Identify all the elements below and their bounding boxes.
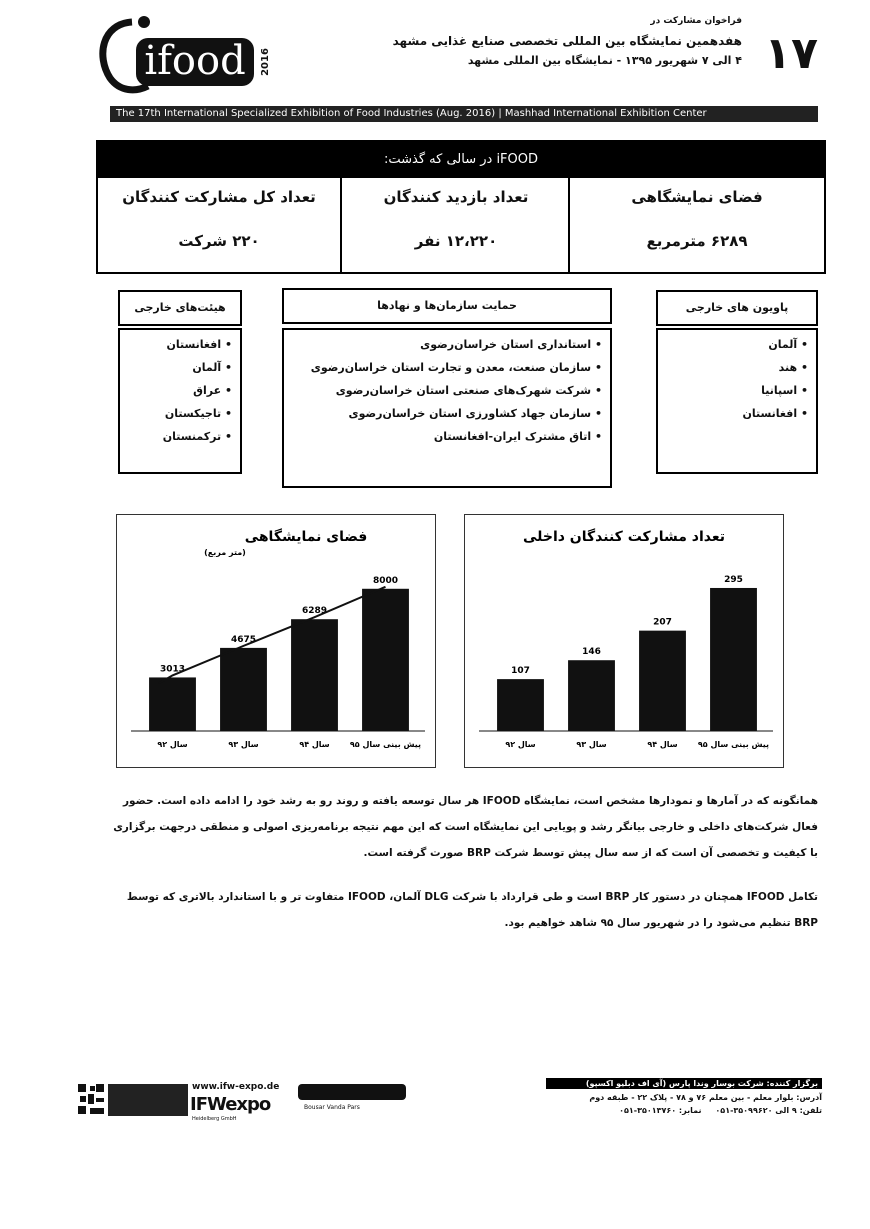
delegations-title: هیئت‌های خارجی bbox=[118, 290, 242, 326]
chart-bar bbox=[291, 619, 338, 731]
phone-line: تلفن: ۹ الی ۳۵۰۹۹۶۲۰-۰۵۱ bbox=[715, 1106, 822, 1115]
chart-subtitle: (متر مربع) bbox=[204, 548, 246, 557]
list-item: • افغانستان bbox=[124, 338, 232, 351]
list-item: • سازمان جهاد کشاورزی استان خراسان‌رضوی bbox=[288, 407, 602, 420]
chart-exhibition-space bbox=[116, 514, 436, 768]
support-title: حمایت سازمان‌ها و نهادها bbox=[282, 288, 612, 324]
chart-data-label: 107 bbox=[511, 666, 530, 677]
chart-category-label: پیش بینی سال ۹۵ bbox=[349, 740, 422, 749]
delegations-list bbox=[118, 328, 242, 474]
list-item: • استانداری استان خراسان‌رضوی bbox=[288, 338, 602, 351]
list-item: • آلمان bbox=[124, 361, 232, 374]
chart-category-label: پیش بینی سال ۹۵ bbox=[697, 740, 770, 749]
chart-category-label: سال ۹۴ bbox=[647, 740, 678, 749]
list-item: • تاجیکستان bbox=[124, 407, 232, 420]
partner-logo-block bbox=[108, 1084, 188, 1116]
chart-data-label: 3013 bbox=[159, 664, 186, 675]
stat-exhibition-space bbox=[568, 178, 824, 272]
list-item: • عراق bbox=[124, 384, 232, 397]
paragraph-growth: همانگونه که در آمارها و نمودارها مشخص است، نمایشگاه IFOOD هر سال توسعه یافته و روند رو به رشد خود را ادامه داده است. حضور فعال شرکت‌های داخلی و خارجی بیانگر رشد و پویایی این نمایشگاه است که این مهم نتیجه برنامه‌ریزی اصولی و منطقی درجهت برگزاری با کیفیت و تخصصی آن است که از سه سال پیش توسط شرکت BRP صورت گرفته است. bbox=[113, 795, 818, 859]
chart-data-label: 295 bbox=[724, 574, 743, 585]
list-item: • شرکت شهرک‌های صنعتی استان خراسان‌رضوی bbox=[288, 384, 602, 397]
stat-value: ۲۲۰ شرکت bbox=[178, 232, 260, 250]
domestic-participants-bar-chart bbox=[465, 515, 783, 767]
list-item: • هند bbox=[662, 361, 808, 374]
list-item: • اسپانیا bbox=[662, 384, 808, 397]
chart-domestic-participants bbox=[464, 514, 784, 768]
stats-table bbox=[96, 140, 826, 274]
chart-title: فضای نمایشگاهی bbox=[244, 529, 368, 545]
chart-category-label: سال ۹۳ bbox=[576, 740, 607, 749]
ifood-logo bbox=[92, 12, 282, 94]
footer-logos bbox=[78, 1078, 408, 1124]
list-item: • آلمان bbox=[662, 338, 808, 351]
list-item: • افغانستان bbox=[662, 407, 808, 420]
stat-participants bbox=[98, 178, 340, 272]
chart-data-label: 8000 bbox=[372, 575, 399, 586]
chart-category-label: سال ۹۴ bbox=[299, 740, 330, 749]
chart-title: تعداد مشارکت کنندگان داخلی bbox=[522, 529, 726, 545]
list-item: • اتاق مشترک ایران-افغانستان bbox=[288, 430, 602, 443]
support-list bbox=[282, 328, 612, 488]
page-number: ۱۷ bbox=[764, 28, 818, 79]
organizer-bar: برگزار کننده: شرکت بوسار وندا پارس (آی اف دبلیو اکسپو) bbox=[546, 1078, 822, 1089]
ifwexpo-sub: Heidelberg GmbH bbox=[192, 1116, 237, 1122]
header-date: ۴ الی ۷ شهریور ۱۳۹۵ - نمایشگاه بین المللی مشهد bbox=[467, 54, 742, 67]
chart-data-label: 4675 bbox=[230, 634, 257, 645]
chart-data-label: 207 bbox=[653, 617, 672, 628]
ifwexpo-logo: IFWexpo bbox=[190, 1094, 271, 1115]
bousar-logo-block bbox=[298, 1084, 406, 1100]
chart-bar bbox=[362, 589, 409, 731]
chart-category-label: سال ۹۳ bbox=[228, 740, 259, 749]
website-link[interactable]: www.ifw-expo.de bbox=[192, 1082, 280, 1092]
stat-label: تعداد کل مشارکت کنندگان bbox=[122, 188, 316, 206]
pavilions-list bbox=[656, 328, 818, 474]
logo-wordmark: ifood bbox=[144, 38, 246, 84]
chart-data-label: 146 bbox=[582, 647, 601, 658]
chart-data-label: 6289 bbox=[301, 606, 328, 617]
footer-contact bbox=[546, 1078, 822, 1115]
chart-bar bbox=[220, 648, 267, 731]
list-item: • سازمان صنعت، معدن و تجارت استان خراسان‌رضوی bbox=[288, 361, 602, 374]
pavilions-title: پاویون های خارجی bbox=[656, 290, 818, 326]
qr-code-icon bbox=[78, 1084, 104, 1116]
chart-bar bbox=[639, 631, 686, 731]
stat-value: ۶۲۸۹ مترمربع bbox=[646, 232, 748, 250]
header-kicker: فراخوان مشارکت در bbox=[650, 16, 742, 26]
list-item: • ترکمنستان bbox=[124, 430, 232, 443]
stat-label: فضای نمایشگاهی bbox=[631, 188, 763, 206]
chart-bar bbox=[497, 679, 544, 731]
logo-year: 2016 bbox=[260, 48, 271, 76]
stats-heading: iFOOD در سالی که گذشت: bbox=[98, 142, 824, 178]
chart-bar bbox=[149, 677, 196, 731]
chart-category-label: سال ۹۲ bbox=[505, 740, 536, 749]
exhibition-space-bar-chart bbox=[117, 515, 435, 767]
chart-bar bbox=[710, 588, 757, 731]
address-line: آدرس: بلوار معلم - بین معلم ۷۶ و ۷۸ - پلاک ۲۲ - طبقه دوم bbox=[589, 1093, 822, 1102]
stat-value: ۱۲،۲۲۰ نفر bbox=[414, 232, 498, 250]
chart-bar bbox=[568, 660, 615, 731]
paragraph-dlg: تکامل IFOOD همچنان در دستور کار BRP است و طی قرارداد با شرکت DLG آلمان، IFOOD متفاوت تر و با استاندارد بالاتری که توسط BRP تنظیم می‌شود را در شهریور سال ۹۵ شاهد خواهیم بود. bbox=[126, 891, 818, 929]
stat-label: تعداد بازدید کنندگان bbox=[383, 188, 529, 206]
header-banner: The 17th International Specialized Exhibition of Food Industries (Aug. 2016) | Mashhad International Exhibition Center bbox=[110, 106, 818, 122]
bousar-logo-text: Bousar Vanda Pars bbox=[304, 1104, 360, 1111]
fax-line: نمابر: ۳۵۰۱۳۷۶۰-۰۵۱ bbox=[619, 1106, 702, 1115]
stat-visitors bbox=[340, 178, 570, 272]
header-title: هفدهمین نمایشگاه بین المللی تخصصی صنایع غذایی مشهد bbox=[392, 34, 742, 48]
chart-category-label: سال ۹۲ bbox=[157, 740, 188, 749]
chart-trendline bbox=[159, 587, 386, 684]
